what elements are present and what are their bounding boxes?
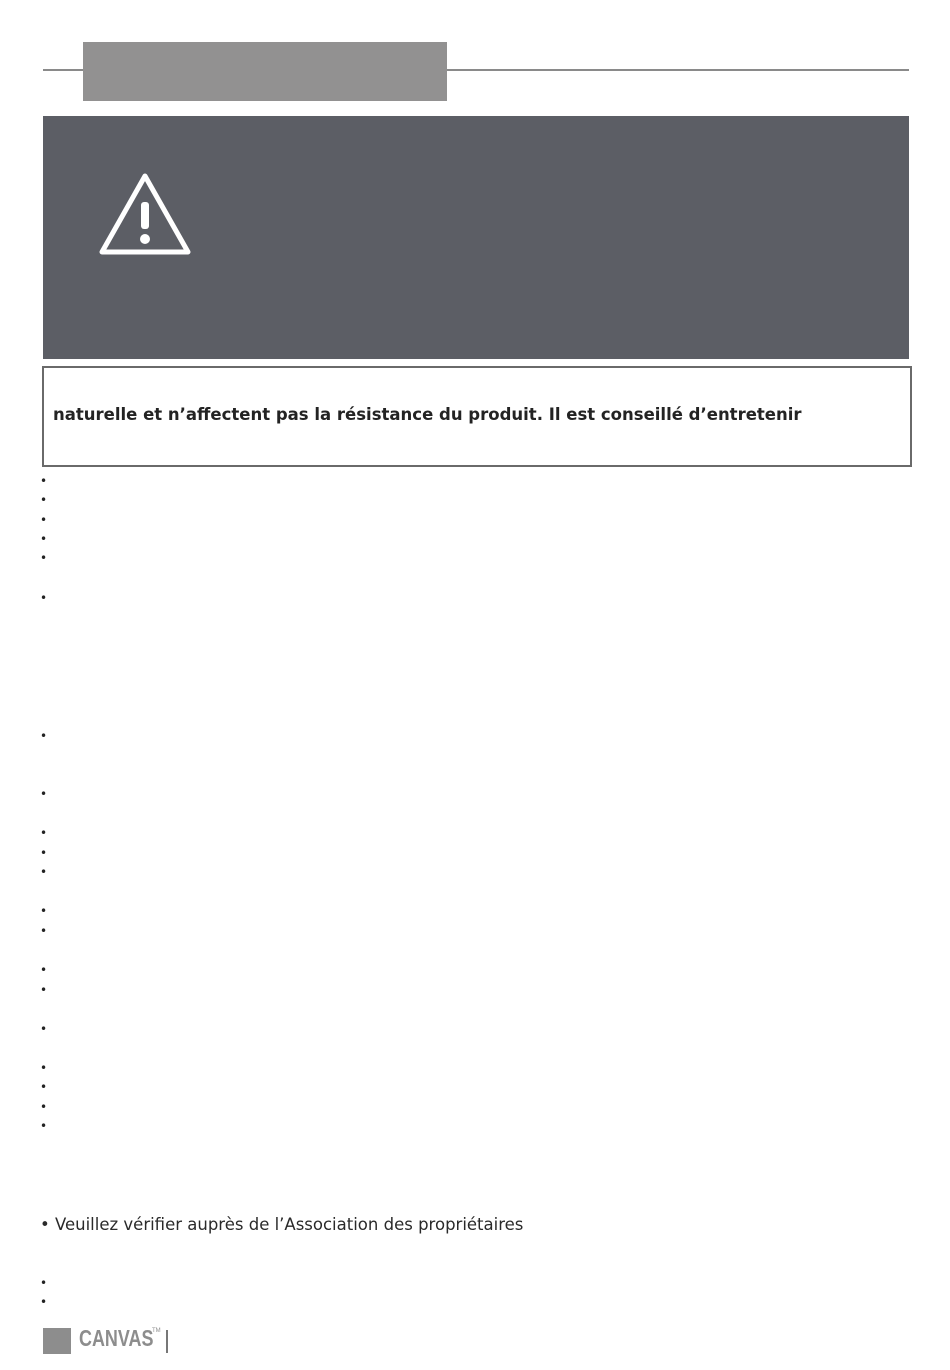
bullet-marker — [40, 1100, 48, 1114]
bullet-marker — [40, 1295, 48, 1309]
bullet-marker — [40, 865, 48, 879]
brand-trademark: TM — [152, 1328, 161, 1334]
header-rule-right — [447, 69, 909, 71]
footer-square — [43, 1328, 71, 1354]
bullet-marker — [40, 826, 48, 840]
brand-logo: CANVAS — [79, 1325, 154, 1351]
bullet-marker — [40, 963, 48, 977]
bullet-marker — [40, 551, 48, 565]
bullet-marker — [40, 846, 48, 860]
header-tab — [83, 42, 447, 101]
bullet-marker — [40, 787, 48, 801]
bullet-marker — [40, 532, 48, 546]
bullet-marker — [40, 591, 48, 605]
notice-text: naturelle et n’affectent pas la résistance du produit. Il est conseillé d’entretenir — [53, 405, 802, 424]
warning-triangle-icon — [96, 170, 194, 258]
notice-box — [42, 366, 912, 467]
hoa-note: • Veuillez vérifier auprès de l’Association des propriétaires — [40, 1215, 524, 1234]
bullet-marker — [40, 493, 48, 507]
bullet-marker — [40, 904, 48, 918]
bullet-marker — [40, 983, 48, 997]
bullet-marker — [40, 1276, 48, 1290]
bullet-marker — [40, 729, 48, 743]
footer-separator — [166, 1330, 168, 1353]
bullet-marker — [40, 1022, 48, 1036]
bullet-marker — [40, 924, 48, 938]
bullet-marker — [40, 1080, 48, 1094]
bullet-marker — [40, 474, 48, 488]
bullet-marker — [40, 1119, 48, 1133]
header-rule-left — [43, 69, 83, 71]
bullet-marker — [40, 513, 48, 527]
bullet-marker — [40, 1061, 48, 1075]
